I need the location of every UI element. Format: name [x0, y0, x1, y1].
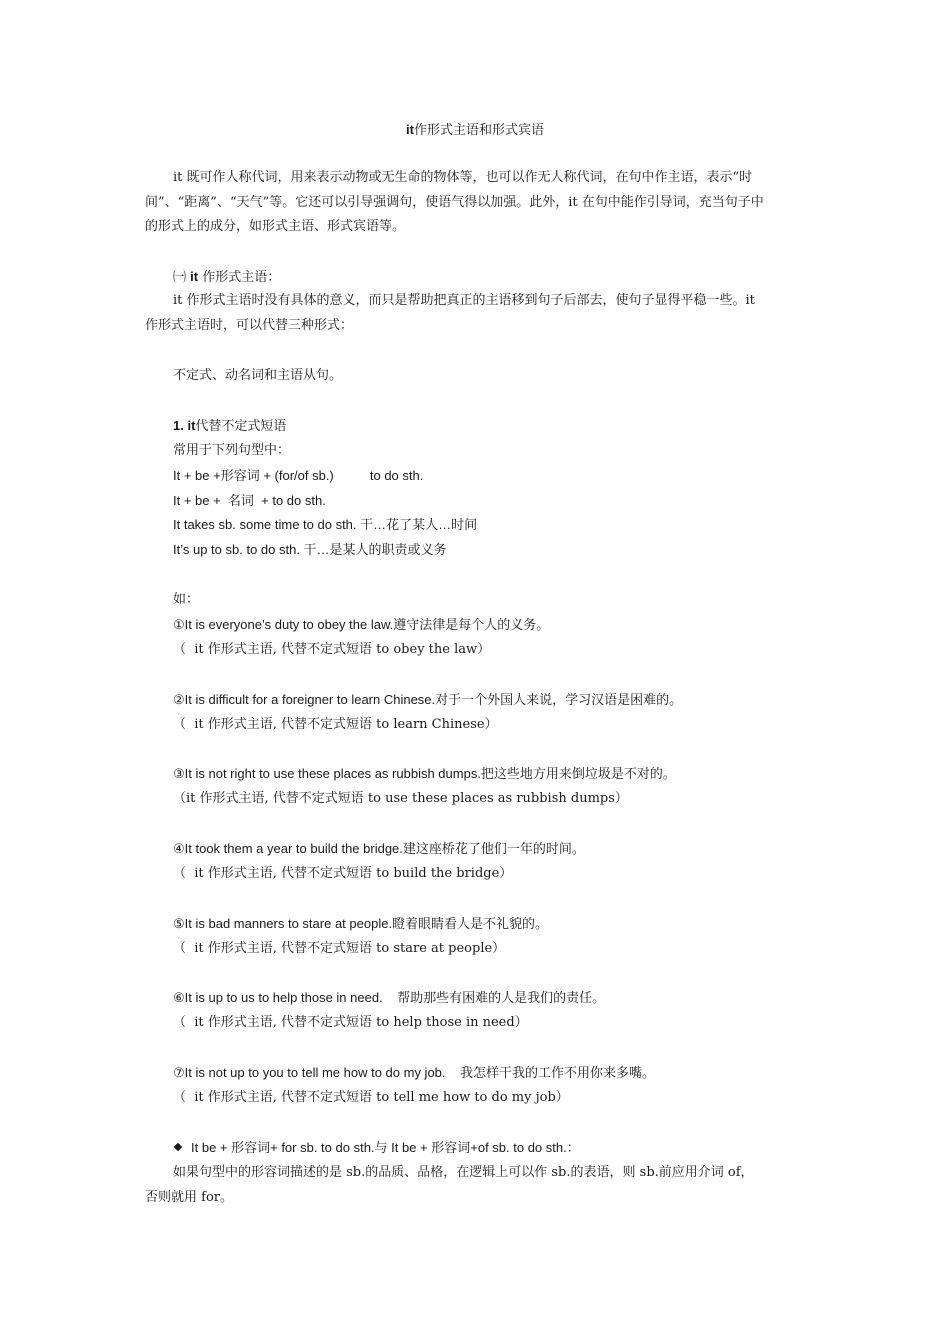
pattern-1: It + be +形容词 + (for/of sb.) to do sth.: [173, 468, 424, 483]
section1-heading-bold: it: [190, 269, 199, 284]
usage-intro: 常用于下列句型中：: [173, 443, 291, 458]
example-3-note: （it 作形式主语, 代替不定式短语 to use these places as rubbish dumps）: [173, 791, 628, 806]
section1-heading: [173, 268, 280, 287]
example-6-sentence: ⑥It is up to us to help those in need. 帮助那些有困难的人是我们的责任。: [173, 990, 606, 1005]
example-2-sentence: ②It is difficult for a foreigner to learn Chinese.对于一个外国人来说，学习汉语是困难的。: [173, 692, 683, 707]
intro-line-3: 的形式上的成分，如形式主语、形式宾语等。: [145, 219, 406, 234]
section1-desc-2: 作形式主语时，可以代替三种形式：: [145, 318, 354, 333]
section1-number: ㈠: [173, 270, 187, 285]
sub1-heading-bold: 1. it: [173, 418, 196, 433]
example-2-note: （ it 作形式主语, 代替不定式短语 to learn Chinese）: [173, 717, 498, 732]
section1-heading-text: 作形式主语：: [202, 270, 281, 285]
example-3-sentence: ③It is not right to use these places as rubbish dumps.把这些地方用来倒垃圾是不对的。: [173, 766, 676, 781]
example-intro: 如：: [173, 592, 200, 607]
pattern-4: It’s up to sb. to do sth. 干…是某人的职责或义务: [173, 542, 447, 557]
page-title: [0, 121, 950, 140]
intro-line-2: 间”、“距离”、“天气”等。它还可以引导强调句，使语气得以加强。此外，it 在句中能作引导词，充当句子中: [145, 195, 764, 210]
pattern-3: It takes sb. some time to do sth. 干…花了某人…时间: [173, 517, 478, 532]
example-5-sentence: ⑤It is bad manners to stare at people.瞪着眼睛看人是不礼貌的。: [173, 916, 549, 931]
sub1-heading-text: 代替不定式短语: [195, 419, 287, 434]
title-text: 作形式主语和形式宾语: [413, 123, 544, 138]
example-7-note: （ it 作形式主语, 代替不定式短语 to tell me how to do my job）: [173, 1090, 569, 1105]
sub1-heading: [173, 417, 286, 436]
example-4-sentence: ④It took them a year to build the bridge.建这座桥花了他们一年的时间。: [173, 841, 585, 856]
example-6-note: （ it 作形式主语, 代替不定式短语 to help those in need）: [173, 1015, 528, 1030]
example-7-sentence: ⑦It is not up to you to tell me how to do my job. 我怎样干我的工作不用你来多嘴。: [173, 1065, 655, 1080]
intro-line-1: it 既可作人称代词，用来表示动物或无生命的物体等，也可以作无人称代词，在句中作主语，表示“时: [173, 170, 753, 185]
example-1-note: （ it 作形式主语, 代替不定式短语 to obey the law）: [173, 642, 491, 657]
example-4-note: （ it 作形式主语, 代替不定式短语 to build the bridge）: [173, 866, 513, 881]
example-5-note: （ it 作形式主语, 代替不定式短语 to stare at people）: [173, 941, 506, 956]
section1-desc-1: it 作形式主语时没有具体的意义，而只是帮助把真正的主语移到句子后部去，使句子显得平稳一些。it: [173, 293, 755, 308]
pattern-2: It + be + 名词 + to do sth.: [173, 493, 326, 508]
bullet-line: [175, 1139, 580, 1157]
bullet-line-text: It be + 形容词+ for sb. to do sth.与 It be + 形容词+of sb. to do sth.：: [191, 1140, 580, 1155]
section1-forms: 不定式、动名词和主语从句。: [173, 368, 343, 383]
diamond-bullet-icon: [174, 1143, 182, 1151]
title-bold: it: [406, 122, 414, 137]
closing-line-2: 否则就用 for。: [145, 1190, 233, 1205]
closing-line-1: 如果句型中的形容词描述的是 sb.的品质、品格，在逻辑上可以作 sb.的表语，则 sb.前应用介词 of，: [173, 1165, 754, 1180]
example-1-sentence: ①It is everyone’s duty to obey the law.遵守法律是每个人的义务。: [173, 617, 550, 632]
